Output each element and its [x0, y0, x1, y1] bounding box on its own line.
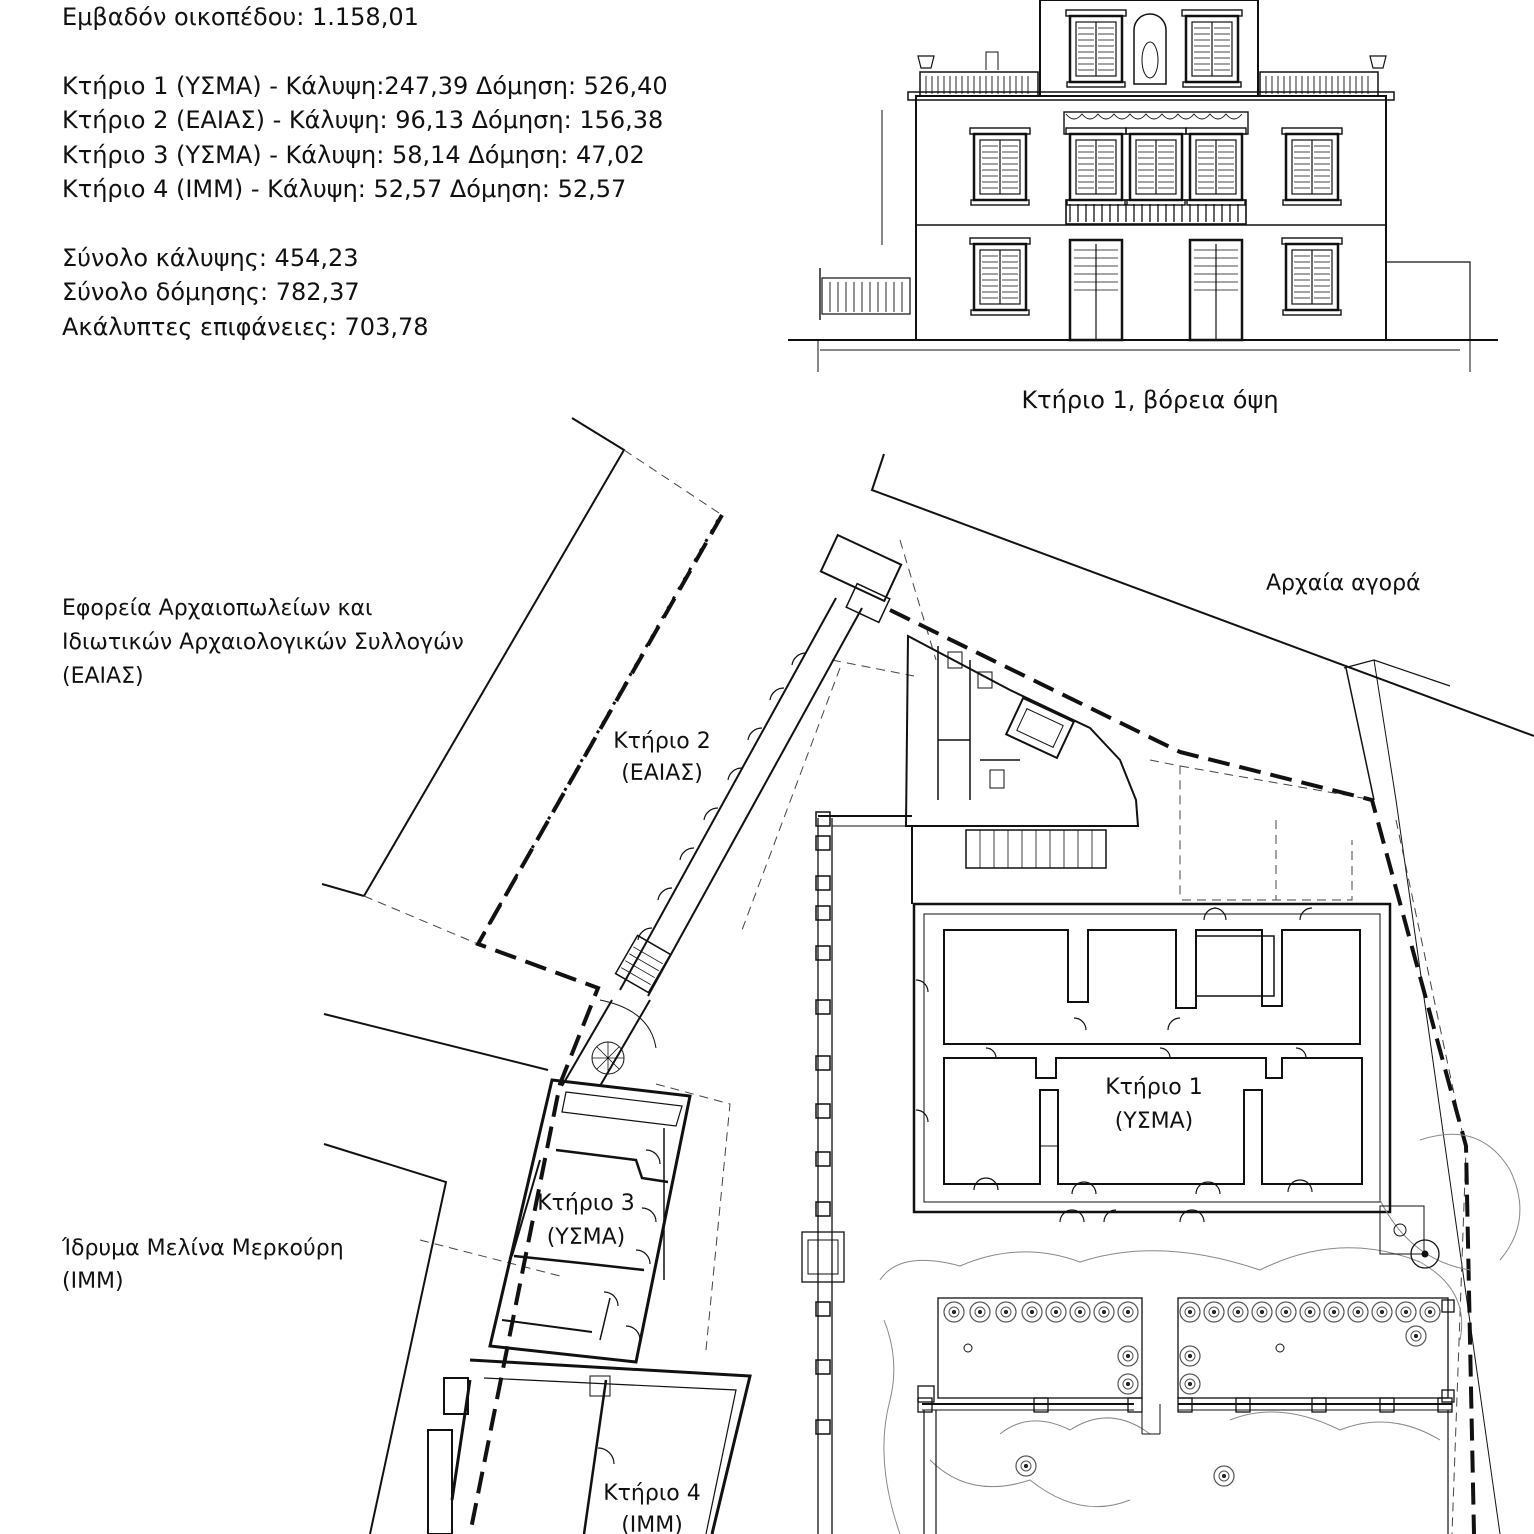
total-building-text: Σύνολο δόμησης: 782,37 [62, 278, 360, 306]
eaias-label-line-3: (ΕΑΙΑΣ) [62, 664, 144, 689]
building-3-stats: Κτήριο 3 (ΥΣΜΑ) - Κάλυψη: 58,14 Δόμηση: 47,02 [62, 140, 645, 169]
north-elevation-drawing [788, 0, 1498, 372]
building-1-owner: (ΥΣΜΑ) [1114, 1109, 1194, 1134]
building-4-owner: (ΙΜΜ) [621, 1513, 683, 1534]
building-1-name: Κτήριο 1 [1105, 1075, 1203, 1100]
elevation-caption: Κτήριο 1, βόρεια όψη [1021, 386, 1279, 414]
building-3-owner: (ΥΣΜΑ) [546, 1225, 626, 1250]
building-3-name: Κτήριο 3 [537, 1191, 635, 1216]
building-4-name: Κτήριο 4 [603, 1481, 701, 1506]
ancient-agora-label: Αρχαία αγορά [1266, 571, 1421, 596]
building-2-owner: (ΕΑΙΑΣ) [621, 761, 703, 786]
building-1-stats: Κτήριο 1 (ΥΣΜΑ) - Κάλυψη:247,39 Δόμηση: 526,40 [62, 71, 668, 100]
imm-label-line-2: (ΙΜΜ) [62, 1269, 124, 1294]
uncovered-area-text: Ακάλυπτες επιφάνειες: 703,78 [62, 312, 429, 341]
building-2-stats: Κτήριο 2 (ΕΑΙΑΣ) - Κάλυψη: 96,13 Δόμηση: 156,38 [62, 106, 664, 134]
building-4-stats: Κτήριο 4 (ΙΜΜ) - Κάλυψη: 52,57 Δόμηση: 52,57 [62, 175, 627, 203]
building-2-name: Κτήριο 2 [613, 729, 711, 754]
eaias-label-line-1: Εφορεία Αρχαιοπωλείων και [62, 596, 373, 621]
eaias-label-line-2: Ιδιωτικών Αρχαιολογικών Συλλογών [62, 630, 464, 655]
plot-area-text: Εμβαδόν οικοπέδου: 1.158,01 [62, 3, 419, 31]
total-coverage-text: Σύνολο κάλυψης: 454,23 [62, 243, 359, 272]
imm-label-line-1: Ίδρυμα Μελίνα Μερκούρη [62, 1236, 344, 1261]
